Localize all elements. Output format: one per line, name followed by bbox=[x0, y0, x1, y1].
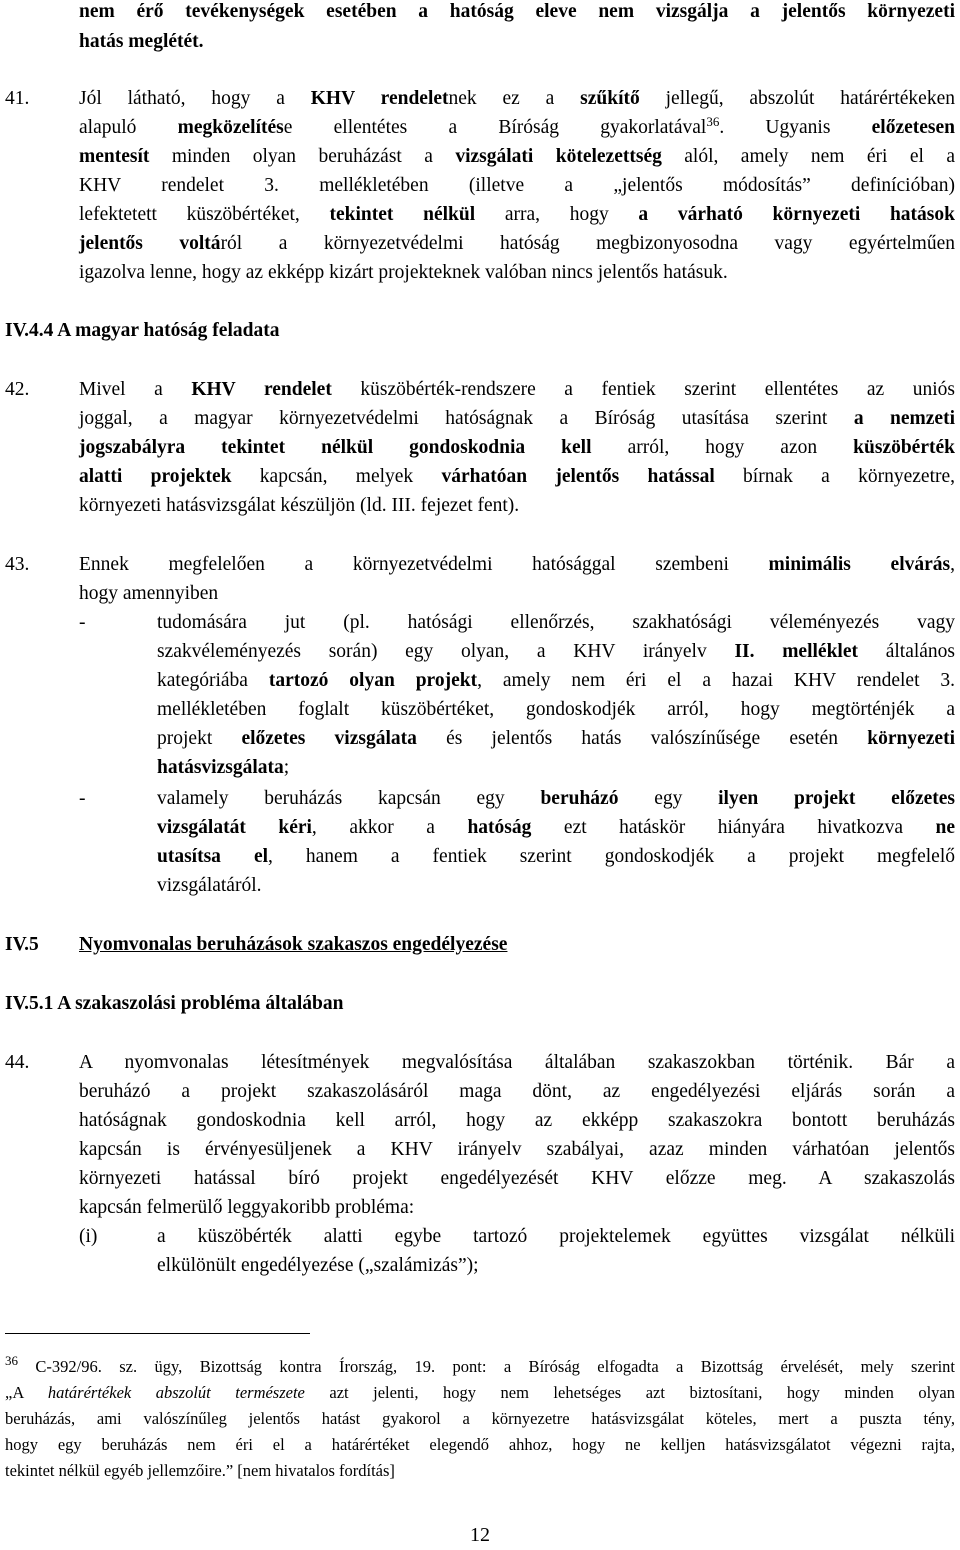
footnote-line: hogy egy beruházás nem éri el a határértéket elegendő ahhoz, hogy ne kelljen hatásvizsgálatot végezni rajta, bbox=[5, 1435, 955, 1454]
footnote-separator bbox=[5, 1333, 310, 1334]
text-line: hatásvizsgálata; bbox=[157, 757, 290, 778]
text-line: joggal, a magyar környezetvédelmi hatóságnak a Bíróság utasítása szerint a nemzeti bbox=[79, 408, 955, 429]
footnote-line: beruházás, ami valószínűleg jelentős hatást gyakorol a környezetre hatásvizsgálat köteles, mert a puszta tény, bbox=[5, 1409, 955, 1428]
footnote-line: $^{36}$ C-392/96. sz. ügy, Bizottság kontra Írország, 19. pont: a Bíróság elfogadta a Bizottság érvelését, mely szerint bbox=[5, 1353, 955, 1376]
text-line: vizsgálatát kéri, akkor a hatóság ezt hatáskör hiányára hivatkozva ne bbox=[157, 817, 956, 838]
text-line: mentesít minden olyan beruházást a vizsgálati kötelezettség alól, amely nem éri el a bbox=[79, 146, 955, 167]
text-line: alatti projektek kapcsán, melyek várhatóan jelentős hatással bírnak a környezetre, bbox=[79, 466, 956, 487]
text-line: nem érő tevékenységek esetében a hatóság eleve nem vizsgálja a jelentős környezeti bbox=[79, 1, 955, 22]
text-line: KHV rendelet 3. mellékletében (illetve a „jelentős módosítás” definícióban) bbox=[79, 175, 955, 196]
list-item-label: (i) bbox=[79, 1226, 98, 1247]
paragraph-number: 41. bbox=[5, 88, 30, 109]
text-line: hogy amennyiben bbox=[79, 583, 219, 604]
text-line: jogszabályra tekintet nélkül gondoskodnia kell arról, hogy azon küszöbérték bbox=[79, 437, 955, 458]
paragraph-number: 42. bbox=[5, 379, 30, 400]
text-line: Mivel a KHV rendelet küszöbérték-rendszere a fentiek szerint ellentétes az uniós bbox=[79, 379, 956, 400]
text-line: vizsgálatáról. bbox=[157, 875, 262, 896]
paragraph-number: 43. bbox=[5, 554, 30, 575]
text-line: szakvéleményezés során) egy olyan, a KHV irányelv II. melléklet általános bbox=[157, 641, 956, 662]
text-line: valamely beruházás kapcsán egy beruházó egy ilyen projekt előzetes bbox=[157, 788, 955, 809]
footnote-line: tekintet nélkül egyéb jellemzőire.” [nem hivatalos fordítás] bbox=[5, 1461, 395, 1480]
text-line: projekt előzetes vizsgálata és jelentős hatás valószínűsége esetén környezeti bbox=[157, 728, 955, 749]
section-number: IV.5 bbox=[5, 934, 39, 955]
text-line: mellékletében foglalt küszöbértéket, gondoskodjék arról, hogy megtörténjék a bbox=[157, 699, 955, 720]
text-line: kategóriába tartozó olyan projekt, amely nem éri el a hazai KHV rendelet 3. bbox=[157, 670, 956, 691]
text-line: lefektetett küszöbértéket, tekintet nélkül arra, hogy a várható környezeti hatások bbox=[79, 204, 955, 225]
text-line: beruházó a projekt szakaszolásáról maga dönt, az engedélyezési eljárás során a bbox=[79, 1081, 955, 1102]
section-heading: IV.4.4 A magyar hatóság feladata bbox=[5, 320, 280, 341]
text-line: Jól látható, hogy a KHV rendeletnek ez a szűkítő jellegű, abszolút határértékeken bbox=[79, 88, 955, 109]
text-line: igazolva lenne, hogy az ekképp kizárt projekteknek valóban nincs jelentős hatásuk. bbox=[79, 262, 728, 283]
text-line: kapcsán felmerülő leggyakoribb probléma: bbox=[79, 1197, 415, 1218]
text-line: alapuló megközelítése ellentétes a Bíróság gyakorlatával$^{36}$. Ugyanis előzetesen bbox=[79, 114, 955, 138]
text-line: kapcsán is érvényesüljenek a KHV irányelv szabályai, azaz minden várhatóan jelentős bbox=[79, 1139, 955, 1160]
bullet-dash: - bbox=[79, 612, 86, 633]
text-line: A nyomvonalas létesítmények megvalósítása általában szakaszokban történik. Bár a bbox=[79, 1052, 955, 1073]
page-number: 12 bbox=[470, 1524, 490, 1546]
text-line: jelentős voltáról a környezetvédelmi hatóság megbizonyosodna vagy egyértelműen bbox=[79, 233, 956, 254]
text-line: Ennek megfelelően a környezetvédelmi hatósággal szembeni minimális elvárás, bbox=[79, 554, 955, 575]
footnote-ref: 36 bbox=[706, 114, 720, 129]
text-line: környezeti hatásvizsgálat készüljön (ld. III. fejezet fent). bbox=[79, 495, 520, 516]
subsection-heading: IV.5.1 A szakaszolási probléma általában bbox=[5, 993, 344, 1014]
text-line: utasítsa el, hanem a fentiek szerint gondoskodjék a projekt megfelelő bbox=[157, 846, 956, 867]
section-heading: Nyomvonalas beruházások szakaszos engedélyezése bbox=[79, 934, 508, 955]
text-line: tudomására jut (pl. hatósági ellenőrzés, szakhatósági véleményezés vagy bbox=[157, 612, 955, 633]
text-line: hatóságnak gondoskodnia kell arról, hogy az ekképp szakaszokra bontott beruházás bbox=[79, 1110, 955, 1131]
bullet-dash: - bbox=[79, 788, 86, 809]
text-line: elkülönült engedélyezése („szalámizás”); bbox=[157, 1255, 479, 1276]
text-line: hatás meglétét. bbox=[79, 31, 204, 52]
text-line: a küszöbérték alatti egybe tartozó projektelemek együttes vizsgálat nélküli bbox=[157, 1226, 955, 1247]
footnote-line: „A határértékek abszolút természete azt jelenti, hogy nem lehetséges azt biztosítani, hogy minden olyan bbox=[5, 1383, 955, 1402]
paragraph-number: 44. bbox=[5, 1052, 30, 1073]
footnote-number: 36 bbox=[5, 1353, 18, 1368]
text-line: környezeti hatással bíró projekt engedélyezését KHV előzze meg. A szakaszolás bbox=[79, 1168, 955, 1189]
